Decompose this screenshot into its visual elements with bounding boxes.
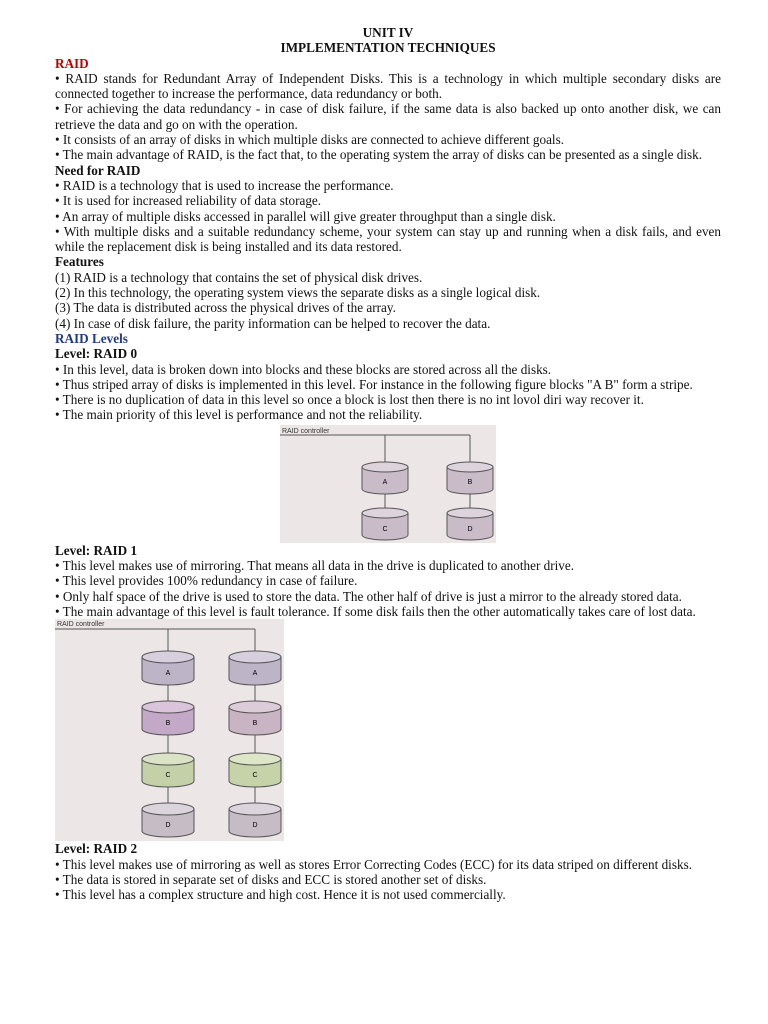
raid-point: • For achieving the data redundancy - in case of disk failure, if the same data is also backed up onto another disk, we can retrieve the data and go on with the operation.: [55, 101, 721, 132]
disk-label: C: [382, 525, 388, 533]
controller-label: RAID controller: [282, 427, 330, 435]
document-page: [55, 25, 721, 902]
raid-point: • The main advantage of RAID, is the fact that, to the operating system the array of disks can be presented as a single disk.: [55, 147, 703, 163]
need-point: • An array of multiple disks accessed in parallel will give greater throughput than a single disk.: [55, 208, 556, 224]
features-heading: Features: [55, 254, 104, 270]
raid0-point: • In this level, data is broken down into blocks and these blocks are stored across all the disks.: [55, 361, 552, 377]
disk-b: [447, 462, 493, 494]
feature-point: (2) In this technology, the operating system views the separate disks as a single logical disk.: [55, 285, 541, 301]
disk-label: A: [165, 670, 171, 678]
raid1-point: • This level makes use of mirroring. That means all data in the drive is duplicated to another drive.: [55, 558, 575, 574]
raid2-heading: Level: RAID 2: [55, 841, 138, 857]
raid1-figure: [55, 619, 284, 841]
disk-a-primary: [142, 651, 194, 685]
raid1-point: • Only half space of the drive is used to store the data. The other half of drive is just a mirror to the already stored data.: [55, 588, 682, 604]
disk-label: D: [252, 822, 258, 830]
disk-label: A: [382, 478, 388, 486]
raid2-point: • The data is stored in separate set of disks and ECC is stored another set of disks.: [55, 871, 487, 887]
disk-label: B: [165, 720, 171, 728]
raid0-diagram: [280, 425, 496, 543]
raid0-point: • There is no duplication of data in this level so once a block is lost then there is no int lovol diri way recover it.: [55, 392, 644, 408]
raid-heading: RAID: [55, 55, 89, 71]
disk-d-primary: [142, 803, 194, 837]
need-heading: Need for RAID: [55, 162, 141, 178]
raid1-heading: Level: RAID 1: [55, 542, 138, 558]
controller-label: RAID controller: [57, 621, 105, 629]
disk-label: C: [252, 772, 258, 780]
disk-c: [362, 508, 408, 540]
raid1-point: • This level provides 100% redundancy in case of failure.: [55, 573, 358, 589]
raid2-point: • This level has a complex structure and high cost. Hence it is not used commercially.: [55, 887, 506, 903]
disk-d: [447, 508, 493, 540]
unit-title: UNIT IV: [362, 25, 414, 40]
raid1-point: • The main advantage of this level is fault tolerance. If some disk fails then the other automatically takes care of lost data.: [55, 603, 696, 619]
disk-label: D: [467, 525, 473, 533]
feature-point: (3) The data is distributed across the physical drives of the array.: [55, 300, 396, 316]
need-point: • It is used for increased reliability of data storage.: [55, 193, 322, 209]
disk-c-primary: [142, 753, 194, 787]
disk-b-mirror: [229, 701, 281, 735]
raid2-point: • This level makes use of mirroring as well as stores Error Correcting Codes (ECC) for its data striped on different disks.: [55, 856, 692, 872]
raid-levels-heading: RAID Levels: [55, 330, 128, 346]
disk-label: D: [165, 822, 171, 830]
need-point: • RAID is a technology that is used to increase the performance.: [55, 177, 394, 193]
disk-label: A: [252, 670, 258, 678]
raid0-heading: Level: RAID 0: [55, 346, 138, 362]
unit-subtitle: IMPLEMENTATION TECHNIQUES: [280, 40, 496, 56]
feature-point: (1) RAID is a technology that contains the set of physical disk drives.: [55, 269, 423, 285]
raid0-figure: [280, 425, 496, 543]
disk-label: B: [252, 720, 258, 728]
disk-a: [362, 462, 408, 494]
need-point: • With multiple disks and a suitable redundancy scheme, your system can stay up and running when a disk fails, and even while the replacement disk is being installed and its data restored.: [55, 223, 721, 255]
raid0-point: • The main priority of this level is performance and not the reliability.: [55, 407, 423, 423]
disk-a-mirror: [229, 651, 281, 685]
disk-c-mirror: [229, 753, 281, 787]
disk-label: C: [165, 772, 171, 780]
raid-point: • RAID stands for Redundant Array of Independent Disks. This is a technology in which multiple secondary disks are connected together to increase the performance, data redundancy or both.: [55, 70, 721, 102]
raid1-diagram: [55, 619, 284, 841]
disk-label: B: [467, 478, 473, 486]
feature-point: (4) In case of disk failure, the parity information can be helped to recover the data.: [55, 315, 491, 331]
raid-point: • It consists of an array of disks in which multiple disks are connected to achieve different goals.: [55, 132, 565, 148]
disk-d-mirror: [229, 803, 281, 837]
raid0-point: • Thus striped array of disks is implemented in this level. For instance in the following figure blocks "A B" form a stripe.: [55, 376, 693, 392]
disk-b-primary: [142, 701, 194, 735]
